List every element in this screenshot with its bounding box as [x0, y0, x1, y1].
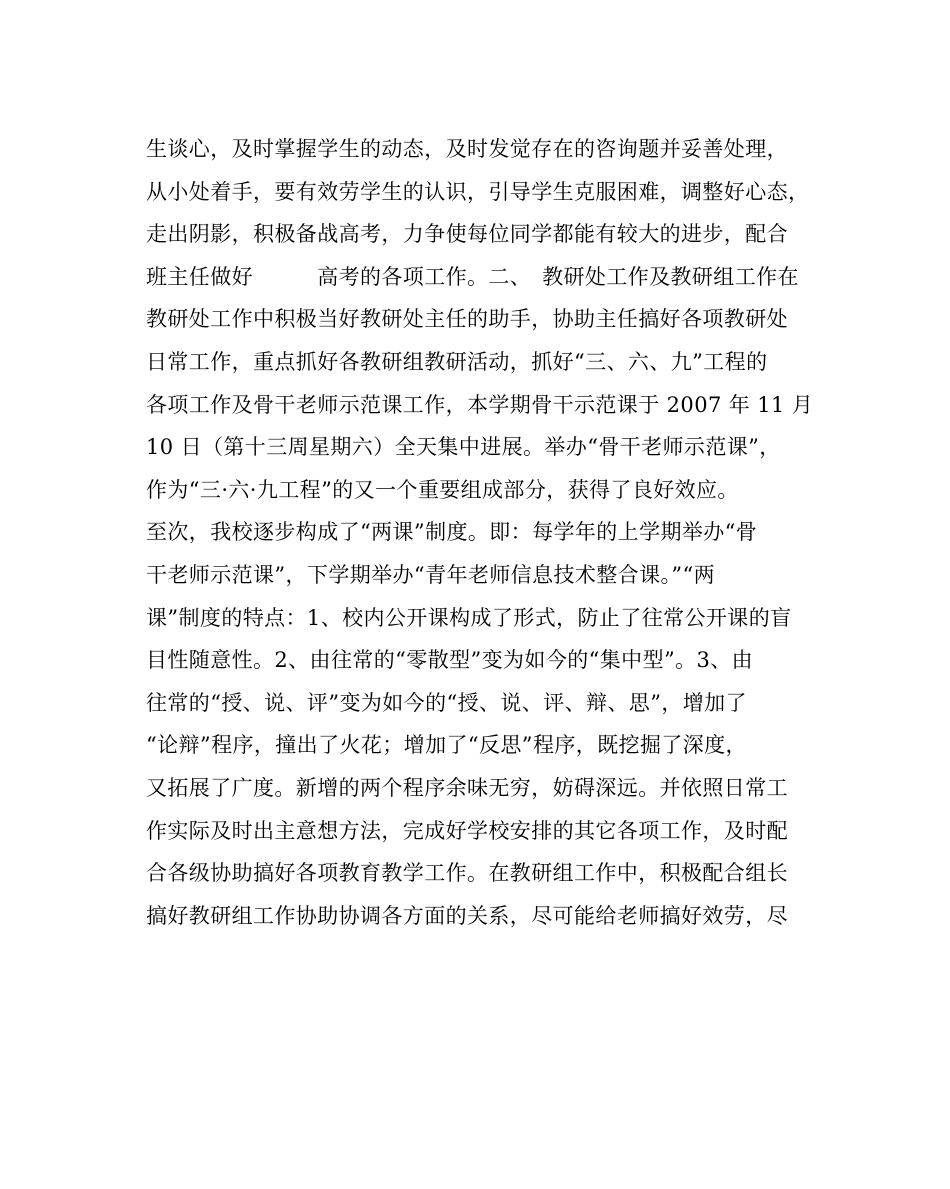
text-line: 生谈心，及时掌握学生的动态，及时发觉存在的咨询题并妥善处理，	[146, 137, 788, 161]
text-line: 干老师示范课”，下学期举办“青年老师信息技术整合课。”“两	[146, 562, 716, 587]
text-line: 各项工作及骨干老师示范课工作，本学期骨干示范课于 2007 年 11 月	[146, 392, 814, 417]
text-line: 课”制度的特点：1、校内公开课构成了形式，防止了往常公开课的盲	[146, 605, 792, 630]
text-line: 至次，我校逐步构成了“两课”制度。即：每学年的上学期举办“骨	[146, 520, 758, 545]
text-line: 搞好教研组工作协助协调各方面的关系，尽可能给老师搞好效劳，尽	[146, 903, 788, 928]
text-line: 班主任做好 高考的各项工作。二、 教研处工作及教研组工作在	[146, 264, 799, 289]
text-line: 目性随意性。2、由往常的“零散型”变为如今的“集中型”。3、由	[146, 648, 754, 673]
text-line: 又拓展了广度。新增的两个程序余味无穷，妨碍深远。并依照日常工	[146, 775, 788, 800]
text-line: “论辩”程序，撞出了火花；增加了“反思”程序，既挖掘了深度，	[146, 733, 747, 758]
body-text	[146, 128, 816, 937]
text-line: 教研处工作中积极当好教研处主任的助手，协助主任搞好各项教研处	[146, 307, 788, 332]
text-line: 从小处着手，要有效劳学生的认识，引导学生克服困难，调整好心态，	[146, 179, 810, 204]
text-line: 日常工作，重点抓好各教研组教研活动，抓好“三、六、九”工程的	[146, 349, 768, 374]
text-line: 作实际及时出主意想方法，完成好学校安排的其它各项工作，及时配	[146, 818, 788, 843]
text-line: 10 日（第十三周星期六）全天集中进展。举办“骨干老师示范课”，	[146, 435, 781, 460]
text-line: 作为“三·六·九工程”的又一个重要组成部分，获得了良好效应。	[146, 477, 739, 502]
text-line: 合各级协助搞好各项教育教学工作。在教研组工作中，积极配合组长	[146, 861, 788, 886]
text-line: 走出阴影，积极备战高考，力争使每位同学都能有较大的进步，配合	[146, 222, 788, 247]
text-line: 往常的“授、说、评”变为如今的“授、说、评、辩、思”，增加了	[146, 690, 747, 715]
